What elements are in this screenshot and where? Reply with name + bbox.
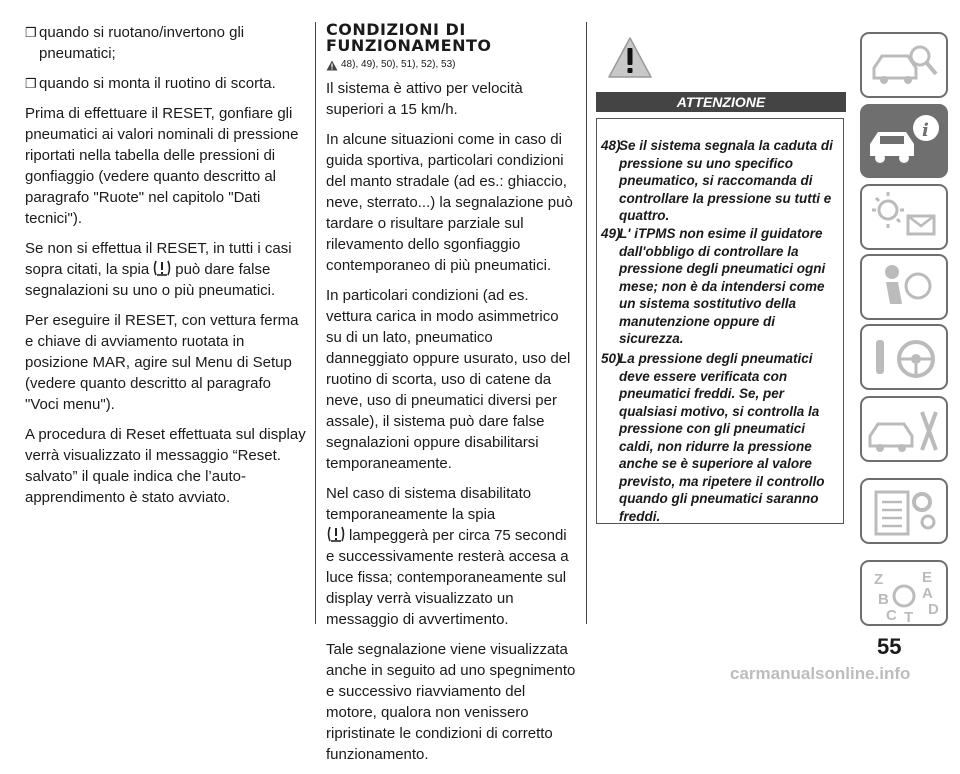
column-divider <box>586 22 587 624</box>
section-heading <box>326 22 578 54</box>
index-letter: E <box>922 569 933 586</box>
bullet-item: ❒ quando si ruotano/invertono gli pneumatici; <box>25 22 307 73</box>
warning-title-bar: ATTENZIONE <box>596 92 846 112</box>
sidebar-tab-airbag[interactable] <box>860 254 948 320</box>
sidebar-tab-car-search[interactable] <box>860 32 948 98</box>
paragraph: In particolari condizioni (ad es. vettura carica in modo asimmetrico su di un lato, pneumatico danneggiato oppure usurato, uso del ruotino di scorta, uso di catene da neve, uso di pneumatici diversi per assale), il sistema può dare false segnalazioni oppure disabilitarsi temporaneamente. <box>326 287 571 472</box>
car-info-icon <box>862 106 950 180</box>
sidebar-tab-alphabet-index[interactable] <box>860 560 948 626</box>
index-letter: T <box>904 609 914 626</box>
paragraph: Il sistema è attivo per velocità superiori a 15 km/h. <box>326 80 523 118</box>
airbag-person-icon <box>862 256 950 322</box>
index-letter: D <box>928 601 939 618</box>
warning-item-text: La pressione degli pneumatici deve essere verificata con pneumatici freddi. Se, per qualsiasi motivo, si controlla la pressione con gli pneumatici caldi, non ridurre la pressione anche se è superiore al valore previsto, ma ripetere il controllo quando gli pneumatici saranno freddi. <box>619 351 825 524</box>
index-letter: Z <box>874 571 884 588</box>
warning-references <box>326 58 578 72</box>
warning-item-text: Se il sistema segnala la caduta di pressione su uno specifico pneumatico, si raccomanda di controllare la pressione su tutti e quattro. <box>619 138 833 223</box>
sidebar-tab-car-info[interactable] <box>860 104 948 178</box>
index-letter: C <box>886 607 897 624</box>
warning-triangle-icon <box>607 36 653 80</box>
tire-pressure-warning-icon <box>152 259 172 277</box>
settings-doc-icon <box>862 480 950 546</box>
paragraph-with-icon <box>326 483 578 630</box>
car-search-icon <box>862 34 950 100</box>
sidebar-tab-warning-lights[interactable] <box>860 184 948 250</box>
warning-item-number: 49) <box>601 226 621 241</box>
paragraph: A procedura di Reset effettuata sul display verrà visualizzato il messaggio “Reset. salvato” il quale indica che l’auto-apprendimento è stato avviato. <box>25 426 306 506</box>
paragraph: In alcune situazioni come in caso di guida sportiva, particolari condizioni del manto stradale (ad es.: ghiaccio, neve, sterrato...) la segnalazione può tardare o risultare parziale sul rilevamento dello sgonfiaggio contemporaneo di più pneumatici. <box>326 131 573 274</box>
index-letter: B <box>878 591 889 608</box>
middle-column <box>326 22 578 774</box>
paragraph-text: Nel caso di sistema disabilitato temporaneamente la spia <box>326 485 532 523</box>
steering-wheel-icon <box>862 326 950 392</box>
car-tools-icon <box>862 398 950 464</box>
page-number: 55 <box>877 634 902 659</box>
column-divider <box>315 22 316 624</box>
watermark: carmanualsonline.info <box>730 664 911 683</box>
heading-line: CONDIZIONI DI <box>326 20 466 39</box>
sidebar-tab-settings-doc[interactable] <box>860 478 948 544</box>
left-column <box>25 22 307 517</box>
tire-pressure-warning-icon <box>326 525 346 543</box>
small-warning-icon <box>326 60 338 71</box>
refs-text: 48), 49), 50), 51), 52), 53) <box>341 59 456 70</box>
bullet-item: ❒ quando si monta il ruotino di scorta. <box>25 75 276 92</box>
paragraph: Per eseguire il RESET, con vettura ferma e chiave di avviamento ruotata in posizione MAR, agire sul Menu di Setup (vedere quanto descritto al paragrafo "Voci menu"). <box>25 312 299 413</box>
svg-text:i: i <box>922 120 929 141</box>
warning-item-number: 48) <box>601 138 621 153</box>
sidebar-tab-steering[interactable] <box>860 324 948 390</box>
paragraph-text: lampeggerà per circa 75 secondi e successivamente resterà accesa a luce fissa; contemporaneamente sul display verrà visualizzato un messaggio di avvertimento. <box>326 527 569 628</box>
paragraph: Prima di effettuare il RESET, gonfiare gli pneumatici ai valori nominali di pressione riportati nella tabella delle pressioni di gonfiaggio (vedere quanto descritto al paragrafo "Ruote" nel capitolo "Dati tecnici"). <box>25 105 299 227</box>
warning-item <box>601 137 837 225</box>
sidebar-tab-car-tools[interactable] <box>860 396 948 462</box>
paragraph: Tale segnalazione viene visualizzata anche in seguito ad uno spegnimento e successivo riavviamento del motore, qualora non venissero ripristinate le condizioni di corretto funzionamento. <box>326 641 576 763</box>
paragraph-text: può dare false segnalazioni su uno o più pneumatici. <box>25 261 276 299</box>
warning-item-number: 50) <box>601 351 621 366</box>
heading-line: FUNZIONAMENTO <box>326 36 492 55</box>
index-letter: A <box>922 585 933 602</box>
warning-item <box>601 350 837 525</box>
paragraph-with-icon <box>25 238 307 301</box>
bullet-text: quando si ruotano/invertono gli pneumatici; <box>39 24 245 62</box>
warning-lights-icon <box>862 186 950 252</box>
paragraph-text: Se non si effettua il RESET, in tutti i casi sopra citati, la spia <box>25 240 292 278</box>
warning-item <box>601 225 837 348</box>
alphabet-index-icon <box>862 562 950 628</box>
bullet-text: quando si monta il ruotino di scorta. <box>39 75 276 92</box>
warning-item-text: L' iTPMS non esime il guidatore dall'obbligo di controllare la pressione degli pneumatici ogni mese; non è da intendersi come un sistema sostitutivo della manutenzione oppure di sicurezza. <box>619 226 826 346</box>
